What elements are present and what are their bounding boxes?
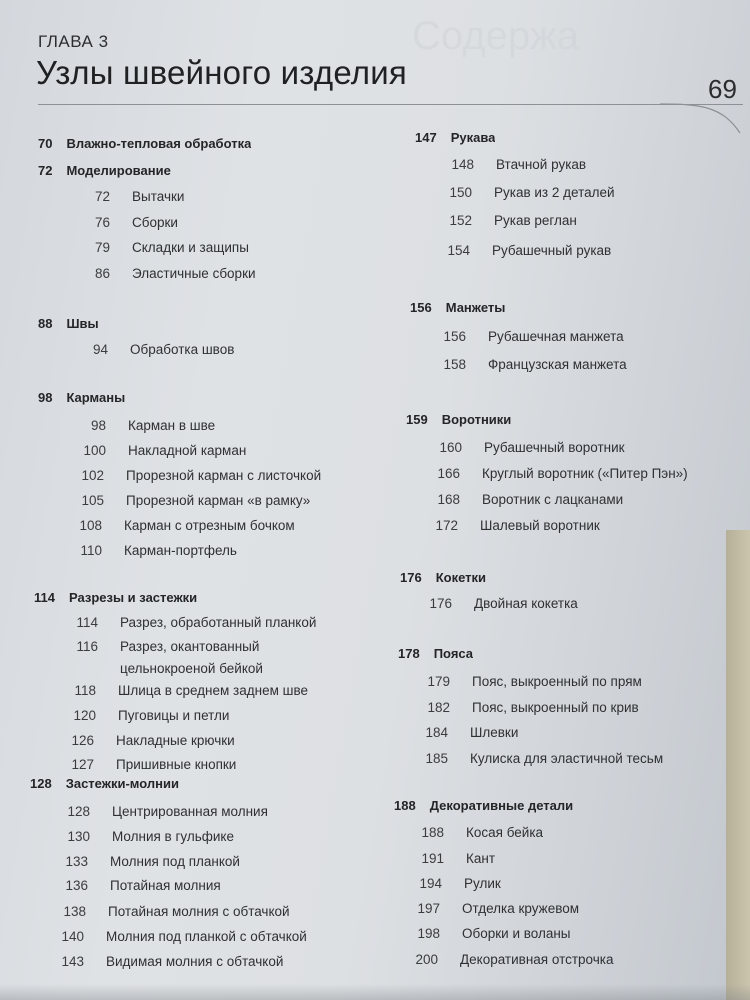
toc-entry [58,418,215,433]
entry-page-number: 133 [65,854,88,869]
entry-page-number: 116 [76,639,98,654]
entry-label: Сборки [132,215,178,230]
entry-label: Рукав реглан [494,213,577,228]
toc-entry [54,518,295,533]
entry-label: Накладной карман [128,443,247,458]
entry-page-number: 158 [443,357,466,372]
section-page-number: 147 [415,130,437,145]
toc-entry [62,215,178,230]
section-heading [406,412,511,427]
toc-entry [424,185,615,200]
toc-entry [402,674,642,689]
entry-label: Рубашечный рукав [492,243,612,258]
entry-label: Складки и защипы [132,240,249,255]
toc-entry [40,878,221,893]
section-page-number: 114 [34,590,55,605]
section-heading [38,163,171,178]
section-title: Швы [66,316,99,331]
toc-entry [396,825,543,840]
section-heading [410,300,505,315]
entry-label: Кант [466,851,496,866]
entry-page-number: 154 [447,243,470,258]
toc-entry [46,733,235,748]
entry-page-number: 138 [63,904,86,919]
entry-label: Прорезной карман с листочкой [126,468,322,483]
watermark-text: Содержа [412,14,580,58]
entry-page-number: 79 [94,240,110,255]
entry-page-number: 118 [74,683,96,698]
section-heading [38,390,125,405]
section-title: Рукава [450,130,496,145]
chapter-label: ГЛАВА 3 [38,32,109,51]
section-page-number: 72 [38,163,53,178]
entry-page-number: 140 [61,929,84,944]
entry-page-number: 76 [94,215,110,230]
entry-label: Рубашечная манжета [488,329,624,344]
entry-label: Отделка кружевом [462,901,580,916]
entry-label: Пояс, выкроенный по прям [472,674,642,689]
toc-entry [46,757,236,772]
section-page-number: 156 [410,300,432,315]
entry-label: Втачной рукав [496,157,587,172]
toc-entry [400,725,518,740]
toc-entry [56,468,321,483]
section-page-number: 159 [406,412,428,427]
section-heading [38,316,99,331]
section-title: Декоративные детали [429,798,574,813]
section-heading [415,130,495,145]
toc-entry [62,240,249,255]
section-title: Пояса [433,646,474,661]
toc-entry [50,615,316,630]
entry-page-number: 110 [80,543,102,558]
entry-label: Шалевый воротник [480,518,600,533]
entry-page-number: 194 [419,876,442,891]
entry-page-number: 166 [437,466,460,481]
toc-entry [48,683,308,698]
entry-page-number: 184 [425,725,448,740]
section-heading [398,646,473,661]
entry-label: Косая бейка [466,825,544,840]
entry-page-number: 136 [65,878,88,893]
entry-label: Карман с отрезным бочком [124,518,295,533]
toc-entry [426,157,586,172]
entry-label: Молния под планкой с обтачкой [106,929,307,944]
entry-label: Молния в гульфике [112,829,234,844]
section-title: Моделирование [66,163,171,178]
entry-page-number: 130 [67,829,90,844]
section-title: Кокетки [435,570,487,585]
toc-entry [394,876,501,891]
entry-label: Оборки и воланы [462,926,571,941]
entry-page-number: 105 [81,493,104,508]
toc-entry [410,518,600,533]
entry-label: Видимая молния с обтачкой [106,954,284,969]
section-title: Влажно-тепловая обработка [66,136,252,151]
entry-label: Карман-портфель [124,543,237,558]
section-page-number: 188 [394,798,416,813]
section-heading [400,570,486,585]
entry-page-number: 94 [92,342,108,357]
section-title: Манжеты [445,300,506,315]
entry-page-number: 120 [73,708,96,723]
toc-entry [36,954,283,969]
entry-label: Шлевки [470,725,519,740]
toc-entry [392,901,579,916]
entry-page-number: 172 [435,518,458,533]
entry-page-number: 188 [421,825,444,840]
section-page-number: 176 [400,570,422,585]
section-title: Разрезы и застежки [68,590,198,605]
entry-page-number: 152 [449,213,472,228]
entry-page-number: 156 [443,329,466,344]
entry-label: Шлица в среднем заднем шве [118,683,308,698]
entry-label: Пояс, выкроенный по крив [472,700,639,715]
entry-page-number: 176 [429,596,452,611]
toc-entry [58,443,246,458]
entry-label: Центрированная молния [112,804,268,819]
entry-label: Накладные крючки [116,733,235,748]
toc-entry [412,492,623,507]
entry-label: Рубашечный воротник [484,440,625,455]
toc-entry [48,708,229,723]
entry-page-number: 86 [94,266,110,281]
toc-entry [424,213,577,228]
toc-entry [390,952,614,967]
entry-page-number: 126 [71,733,94,748]
entry-label: Потайная молния с обтачкой [108,904,290,919]
toc-entry [40,854,240,869]
entry-label: Воротник с лацканами [482,492,624,507]
section-page-number: 88 [38,316,53,331]
section-title: Карманы [66,390,126,405]
entry-label: Разрез, окантованный [120,639,260,654]
section-title: Застежки-молнии [65,776,179,791]
toc-entry [396,851,495,866]
toc-entry [62,189,184,204]
entry-label: Рулик [464,876,501,891]
entry-page-number: 198 [417,926,440,941]
toc-entry [392,926,571,941]
toc-entry [36,929,307,944]
entry-page-number: 179 [427,674,450,689]
entry-page-number: 185 [425,751,448,766]
toc-entry-continuation [120,661,263,676]
toc-entry [56,493,310,508]
entry-label: Прорезной карман «в рамку» [126,493,311,508]
entry-label: Потайная молния [110,878,221,893]
toc-entry [422,243,611,258]
entry-page-number: 150 [449,185,472,200]
section-page-number: 98 [38,390,53,405]
entry-page-number: 72 [94,189,110,204]
section-heading [394,798,573,813]
toc-entry [418,357,627,372]
entry-label: Круглый воротник («Питер Пэн») [482,466,688,481]
entry-label: Двойная кокетка [474,596,578,611]
entry-label: Эластичные сборки [132,266,256,281]
entry-page-number: 148 [451,157,474,172]
entry-page-number: 100 [83,443,106,458]
toc-entry [42,804,268,819]
toc-entry [38,904,290,919]
entry-page-number: 143 [61,954,84,969]
entry-label: Обработка швов [130,342,235,357]
entry-page-number: 127 [71,757,94,772]
toc-entry [412,466,688,481]
entry-page-number: 168 [437,492,460,507]
section-heading [38,136,251,151]
entry-page-number: 160 [439,440,462,455]
entry-label: Молния под планкой [110,854,240,869]
entry-label: Кулиска для эластичной тесьм [470,751,664,766]
toc-entry [402,700,639,715]
toc-entry [50,639,259,654]
entry-page-number: 108 [79,518,102,533]
entry-label: Декоративная отстрочка [460,952,614,967]
entry-page-number: 98 [90,418,106,433]
entry-page-number: 182 [427,700,450,715]
section-page-number: 128 [30,776,52,791]
entry-page-number: 200 [415,952,438,967]
entry-label: Пришивные кнопки [116,757,237,772]
toc-entry [418,329,624,344]
entry-page-number: 128 [67,804,90,819]
entry-label: Пуговицы и петли [118,708,230,723]
entry-label-line2: цельнокроеной бейкой [120,661,263,676]
entry-page-number: 102 [81,468,104,483]
entry-label: Рукав из 2 деталей [494,185,615,200]
entry-page-number: 114 [76,615,98,630]
entry-page-number: 191 [421,851,444,866]
entry-label: Карман в шве [128,418,216,433]
entry-label: Французская манжета [488,357,627,372]
toc-entry [54,543,237,558]
entry-label: Вытачки [132,189,185,204]
toc-entry [414,440,625,455]
section-heading [34,590,197,605]
section-heading [30,776,179,791]
page-number: 69 [708,74,737,104]
section-title: Воротники [441,412,512,427]
section-page-number: 70 [38,136,53,151]
page-title: Узлы швейного изделия [36,54,407,91]
section-page-number: 178 [398,646,420,661]
toc-entry [400,751,663,766]
entry-label: Разрез, обработанный планкой [120,615,317,630]
toc-entry [42,829,234,844]
entry-page-number: 197 [417,901,440,916]
toc-entry [60,342,234,357]
toc-entry [404,596,578,611]
toc-entry [62,266,256,281]
